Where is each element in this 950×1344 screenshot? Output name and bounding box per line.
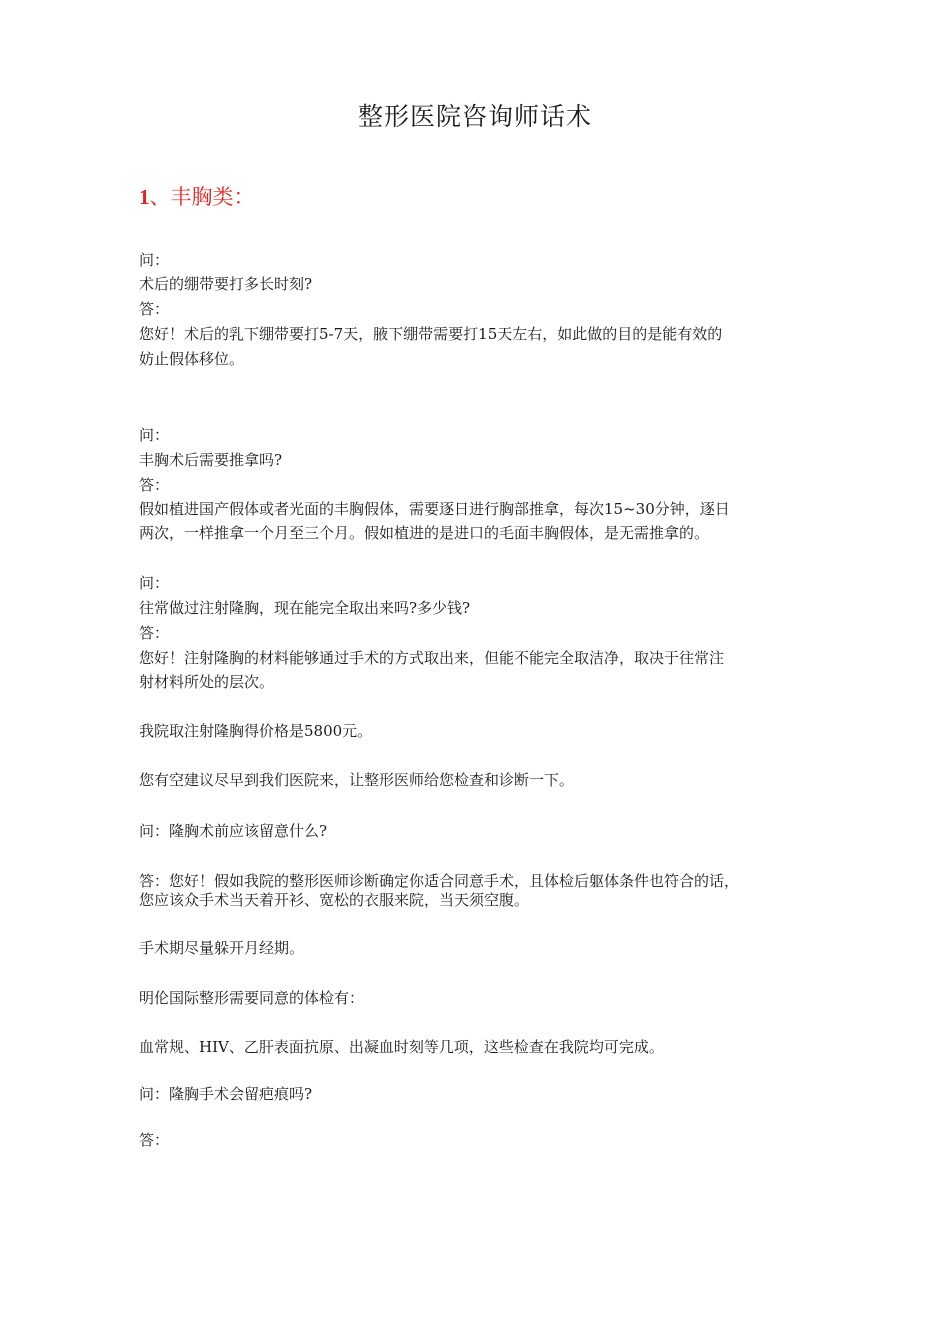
answer-label: 答： [139, 624, 170, 642]
question-text: 术后的绷带要打多长时刻? [139, 275, 313, 293]
question-label: 问： [139, 574, 170, 592]
question-label: 问： [139, 251, 170, 269]
answer-text: 您好！注射隆胸的材料能够通过手术的方式取出来，但能不能完全取洁净，取决于往常注 [139, 649, 725, 667]
paragraph: 手术期尽量躲开月经期。 [139, 939, 305, 957]
section-heading [139, 183, 255, 211]
section-label: 、丰胸类： [149, 185, 255, 209]
answer-text: 妨止假体移位。 [139, 350, 245, 368]
answer-text: 两次，一样推拿一个月至三个月。假如植进的是进口的毛面丰胸假体，是无需推拿的。 [139, 524, 710, 542]
advice-paragraph: 您有空建议尽早到我们医院来，让整形医师给您检查和诊断一下。 [139, 771, 575, 789]
answer-text: 假如植进国产假体或者光面的丰胸假体，需要逐日进行胸部推拿，每次15~30分钟，逐日 [139, 500, 730, 518]
question-text: 问：隆胸手术会留疤痕吗? [139, 1085, 313, 1103]
price-paragraph: 我院取注射隆胸得价格是5800元。 [139, 722, 373, 740]
paragraph: 血常规、HIV、乙肝表面抗原、出凝血时刻等几项，这些检查在我院均可完成。 [139, 1038, 664, 1056]
answer-text: 您应该众手术当天着开衫、宽松的衣服来院，当天须空腹。 [139, 891, 530, 909]
document-title: 整形医院咨询师话术 [357, 102, 592, 131]
answer-text: 答：您好！假如我院的整形医师诊断确定你适合同意手术，且体检后躯体条件也符合的话， [139, 872, 740, 890]
paragraph: 明伦国际整形需要同意的体检有： [139, 989, 365, 1007]
question-text: 往常做过注射隆胸，现在能完全取出来吗?多少钱? [139, 599, 471, 617]
question-text: 丰胸术后需要推拿吗? [139, 451, 283, 469]
answer-text: 您好！术后的乳下绷带要打5-7天，腋下绷带需要打15天左右，如此做的目的是能有效的 [139, 325, 723, 343]
answer-label: 答： [139, 300, 170, 318]
question-label: 问： [139, 426, 170, 444]
answer-label: 答： [139, 1131, 170, 1149]
question-text: 问：隆胸术前应该留意什么? [139, 822, 328, 840]
section-number: 1 [139, 185, 150, 209]
answer-text: 射材料所处的层次。 [139, 673, 275, 691]
answer-label: 答： [139, 476, 170, 494]
